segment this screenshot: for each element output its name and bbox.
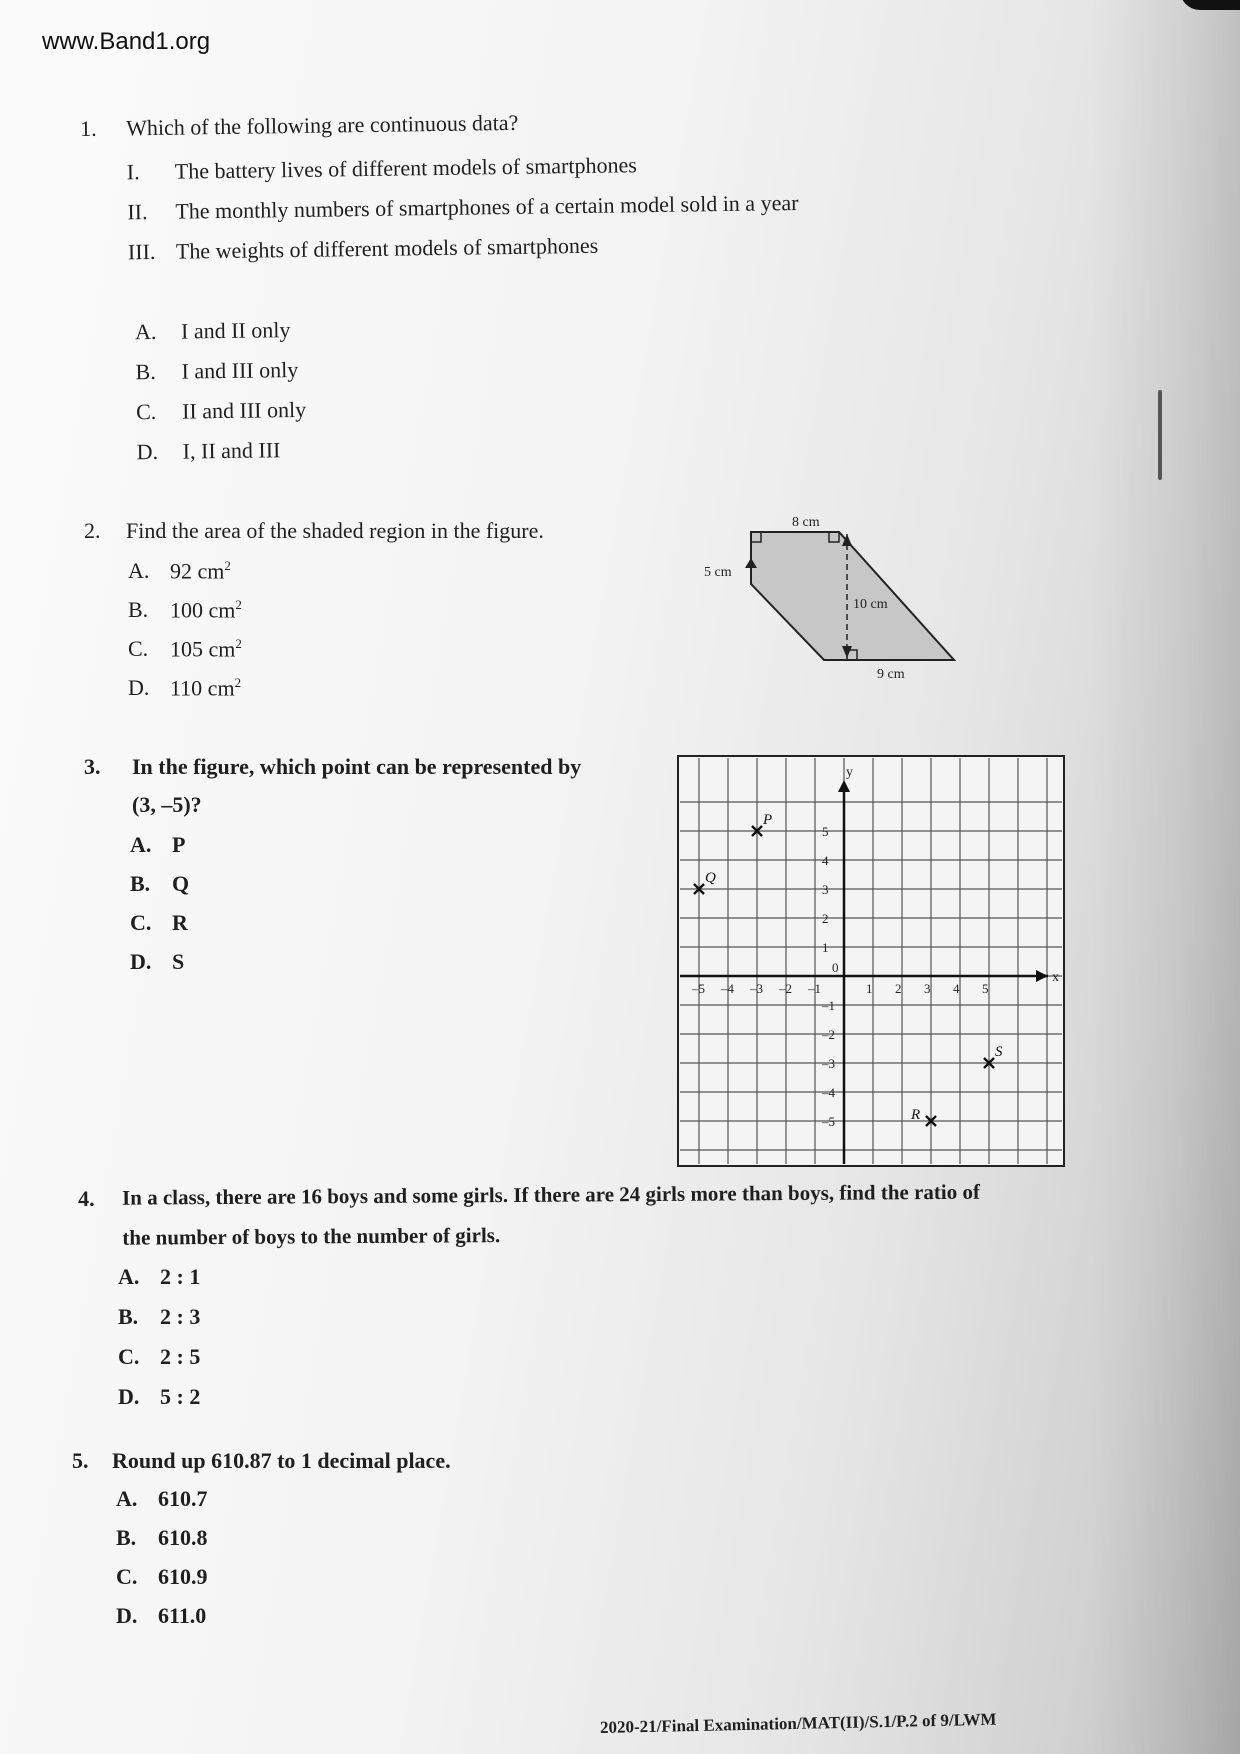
page-footer: 2020-21/Final Examination/MAT(II)/S.1/P.2 of 9/LWM <box>599 1709 997 1737</box>
x-tick-label: –3 <box>750 981 763 996</box>
option-letter: A. <box>128 558 150 583</box>
option-letter: D. <box>116 1603 138 1628</box>
option-letter: D. <box>136 438 159 465</box>
question-5 <box>72 1448 672 1628</box>
option-text: 610.8 <box>158 1525 208 1550</box>
option-letter: A. <box>118 1264 140 1289</box>
shaded-region-figure <box>690 508 980 688</box>
x-tick-label: 1 <box>866 981 873 996</box>
option-text: I and III only <box>181 356 299 384</box>
option-value-exponent: 2 <box>235 597 242 612</box>
question-text: Which of the following are continuous data? <box>125 109 519 141</box>
x-tick-label: –4 <box>721 981 734 996</box>
question-text-line-2: (3, –5)? <box>132 792 202 817</box>
point-label-r: R <box>911 1107 921 1123</box>
y-tick-label: 2 <box>822 911 829 926</box>
x-tick-label: 5 <box>982 981 989 996</box>
site-url: www.Band1.org <box>42 28 211 55</box>
statement-text: The battery lives of different models of smartphones <box>174 152 637 184</box>
option-letter: C. <box>130 910 152 935</box>
question-text-line-2: the number of boys to the number of girls. <box>122 1223 501 1250</box>
option-value-exponent: 2 <box>234 675 242 690</box>
question-text: In the figure, which point can be represented by <box>132 754 582 779</box>
question-text: Round up 610.87 to 1 decimal place. <box>112 1448 451 1473</box>
label-5cm: 5 cm <box>704 565 732 580</box>
option-text: I and II only <box>180 317 291 344</box>
option-letter: C. <box>128 636 149 661</box>
statement-numeral: II. <box>127 199 148 225</box>
statement-text: The monthly numbers of smartphones of a certain model sold in a year <box>175 189 799 224</box>
option-text: Q <box>172 871 190 896</box>
y-tick-label: –1 <box>822 998 835 1013</box>
option-letter: B. <box>116 1525 137 1550</box>
option-value <box>170 675 241 701</box>
statement-numeral: I. <box>126 159 140 185</box>
option-value-text: 100 cm <box>170 597 236 623</box>
y-tick-label: –5 <box>822 1114 835 1129</box>
question-number: 2. <box>84 518 101 543</box>
x-tick-label: 4 <box>953 981 960 996</box>
point-label-s: S <box>995 1044 1003 1060</box>
option-letter: C. <box>116 1564 138 1589</box>
option-value-exponent: 2 <box>224 558 231 573</box>
option-text: S <box>172 949 185 974</box>
question-2 <box>84 518 644 701</box>
option-text: P <box>172 832 186 857</box>
shaded-region <box>751 532 954 660</box>
label-10cm: 10 cm <box>853 597 888 612</box>
option-text: 5 : 2 <box>160 1384 201 1409</box>
statement-numeral: III. <box>127 238 156 265</box>
option-letter: C. <box>118 1344 140 1369</box>
y-tick-label: 3 <box>822 882 829 897</box>
question-text: Find the area of the shaded region in the figure. <box>126 518 544 543</box>
option-text: 610.9 <box>158 1564 208 1589</box>
option-value <box>170 636 242 662</box>
option-letter: D. <box>130 949 152 974</box>
page-shadow <box>1090 0 1240 1754</box>
x-tick-label: 2 <box>895 981 902 996</box>
coordinate-graph <box>676 754 1066 1168</box>
question-1 <box>80 103 985 476</box>
option-value <box>170 558 231 584</box>
option-letter: D. <box>128 675 150 700</box>
option-value-text: 110 cm <box>170 675 235 701</box>
y-tick-label: –2 <box>822 1027 835 1042</box>
y-tick-label: 1 <box>822 940 829 955</box>
y-tick-label: 5 <box>822 824 829 839</box>
option-letter: D. <box>118 1384 140 1409</box>
option-text: II and III only <box>181 396 307 424</box>
page-edge-mark <box>1158 390 1162 480</box>
x-tick-label: –1 <box>808 981 821 996</box>
option-value-text: 92 cm <box>170 558 225 584</box>
y-tick-label: 4 <box>822 853 829 868</box>
point-label-p: P <box>763 812 773 828</box>
option-text: 2 : 1 <box>160 1264 201 1289</box>
question-number: 3. <box>84 754 101 779</box>
option-value <box>170 597 242 623</box>
origin-label: 0 <box>832 960 839 975</box>
x-tick-label: 3 <box>924 981 931 996</box>
option-text: R <box>172 910 188 935</box>
question-text-block <box>78 1179 1079 1266</box>
question-text: In a class, there are 16 boys and some girls. If there are 24 girls more than boys, find the ratio of <box>121 1179 981 1210</box>
option-letter: B. <box>118 1304 139 1329</box>
y-tick-label: –4 <box>822 1085 835 1100</box>
label-9cm: 9 cm <box>877 667 905 682</box>
option-text: 2 : 3 <box>160 1304 201 1329</box>
x-tick-label: –2 <box>779 981 792 996</box>
option-letter: B. <box>130 871 151 896</box>
y-tick-label: –3 <box>822 1056 835 1071</box>
option-letter: B. <box>135 358 156 385</box>
graph-border <box>678 756 1064 1166</box>
option-letter: A. <box>130 832 152 857</box>
option-letter: A. <box>134 318 157 345</box>
option-letter: C. <box>135 398 157 425</box>
question-number: 4. <box>78 1185 95 1211</box>
question-3 <box>84 754 644 974</box>
x-tick-label: –5 <box>692 981 705 996</box>
question-number: 5. <box>72 1448 89 1473</box>
option-value-text: 105 cm <box>170 636 236 662</box>
option-value-exponent: 2 <box>235 636 242 651</box>
question-4 <box>78 1179 1078 1416</box>
option-text: 610.7 <box>158 1486 208 1511</box>
statement-text: The weights of different models of smartphones <box>175 232 599 264</box>
label-8cm: 8 cm <box>792 515 820 530</box>
option-text: 611.0 <box>158 1603 207 1628</box>
option-text: 2 : 5 <box>160 1344 201 1369</box>
x-axis-label: x <box>1052 970 1059 985</box>
question-number: 1. <box>80 115 97 141</box>
point-label-q: Q <box>705 870 716 886</box>
y-axis-label: y <box>846 765 853 780</box>
option-letter: A. <box>116 1486 138 1511</box>
option-letter: B. <box>128 597 149 622</box>
binder-clip-mark <box>1180 0 1240 10</box>
option-text: I, II and III <box>182 437 281 464</box>
